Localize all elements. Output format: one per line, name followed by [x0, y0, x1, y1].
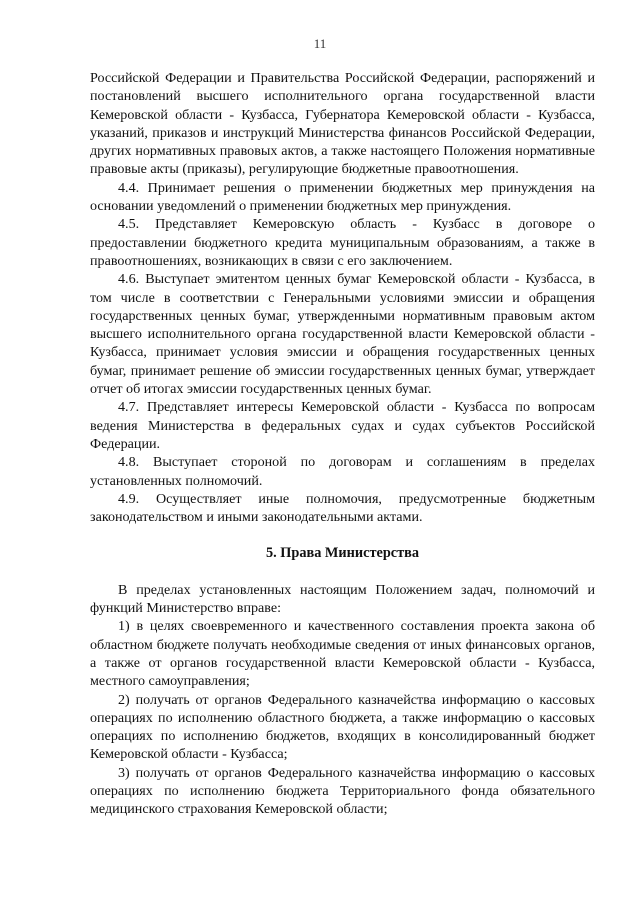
paragraph-right-2: 2) получать от органов Федерального казначейства информацию о кассовых операциях по исполнению областного бюджета, а также информацию о кассовых операциях по исполнению бюджетов, входящих в консолидированный бюджет Кемеровской области - Кузбасса;	[90, 691, 595, 763]
paragraph-continuation: Российской Федерации и Правительства Российской Федерации, распоряжений и постановлений высшего исполнительного органа государственной власти Кемеровской области - Кузбасса, Губернатора Кемеровской области - Кузбасса, указаний, приказов и инструкций Министерства финансов Российской Федерации, других нормативных правовых актов, а также настоящего Положения нормативные правовые акты (приказы), регулирующие бюджетные правоотношения.	[90, 70, 595, 178]
paragraph-4-4: 4.4. Принимает решения о применении бюджетных мер принуждения на основании уведомлений о применении бюджетных мер принуждения.	[90, 179, 595, 215]
document-body	[90, 69, 595, 819]
paragraph-4-6: 4.6. Выступает эмитентом ценных бумаг Кемеровской области - Кузбасса, в том числе в соответствии с Генеральными условиями эмиссии и обращения государственных ценных бумаг, утвержденными нормативным правовым актом высшего исполнительного органа государственной власти Кемеровской области - Кузбасса, принимает условия эмиссии и обращения государственных ценных бумаг, принимает решение об эмиссии государственных ценных бумаг, утверждает отчет об итогах эмиссии государственных ценных бумаг.	[90, 271, 595, 398]
paragraph-intro: В пределах установленных настоящим Положением задач, полномочий и функций Министерство вправе:	[90, 581, 595, 617]
paragraph-4-7: 4.7. Представляет интересы Кемеровской области - Кузбасса по вопросам ведения Министерства в федеральных судах и судах субъектов Российской Федерации.	[90, 399, 595, 452]
paragraph-4-8: 4.8. Выступает стороной по договорам и соглашениям в пределах установленных полномочий.	[90, 454, 595, 489]
page-number: 11	[313, 36, 327, 51]
paragraph-right-1: 1) в целях своевременного и качественного составления проекта закона об областном бюджете получать необходимые сведения от иных финансовых органов, а также от органов государственной власти Кемеровской области - Кузбасса, местного самоуправления;	[90, 618, 595, 690]
paragraph-4-5: 4.5. Представляет Кемеровскую область - Кузбасс в договоре о предоставлении бюджетного кредита муниципальным образованиям, а также в правоотношениях, возникающих в связи с его заключением.	[90, 216, 595, 269]
paragraph-right-3: 3) получать от органов Федерального казначейства информацию о кассовых операциях по исполнению бюджета Территориального фонда обязательного медицинского страхования Кемеровской области;	[90, 764, 595, 818]
section-heading: 5. Права Министерства	[265, 545, 420, 562]
paragraph-4-9: 4.9. Осуществляет иные полномочия, предусмотренные бюджетным законодательством и иными законодательными актами.	[90, 490, 595, 526]
